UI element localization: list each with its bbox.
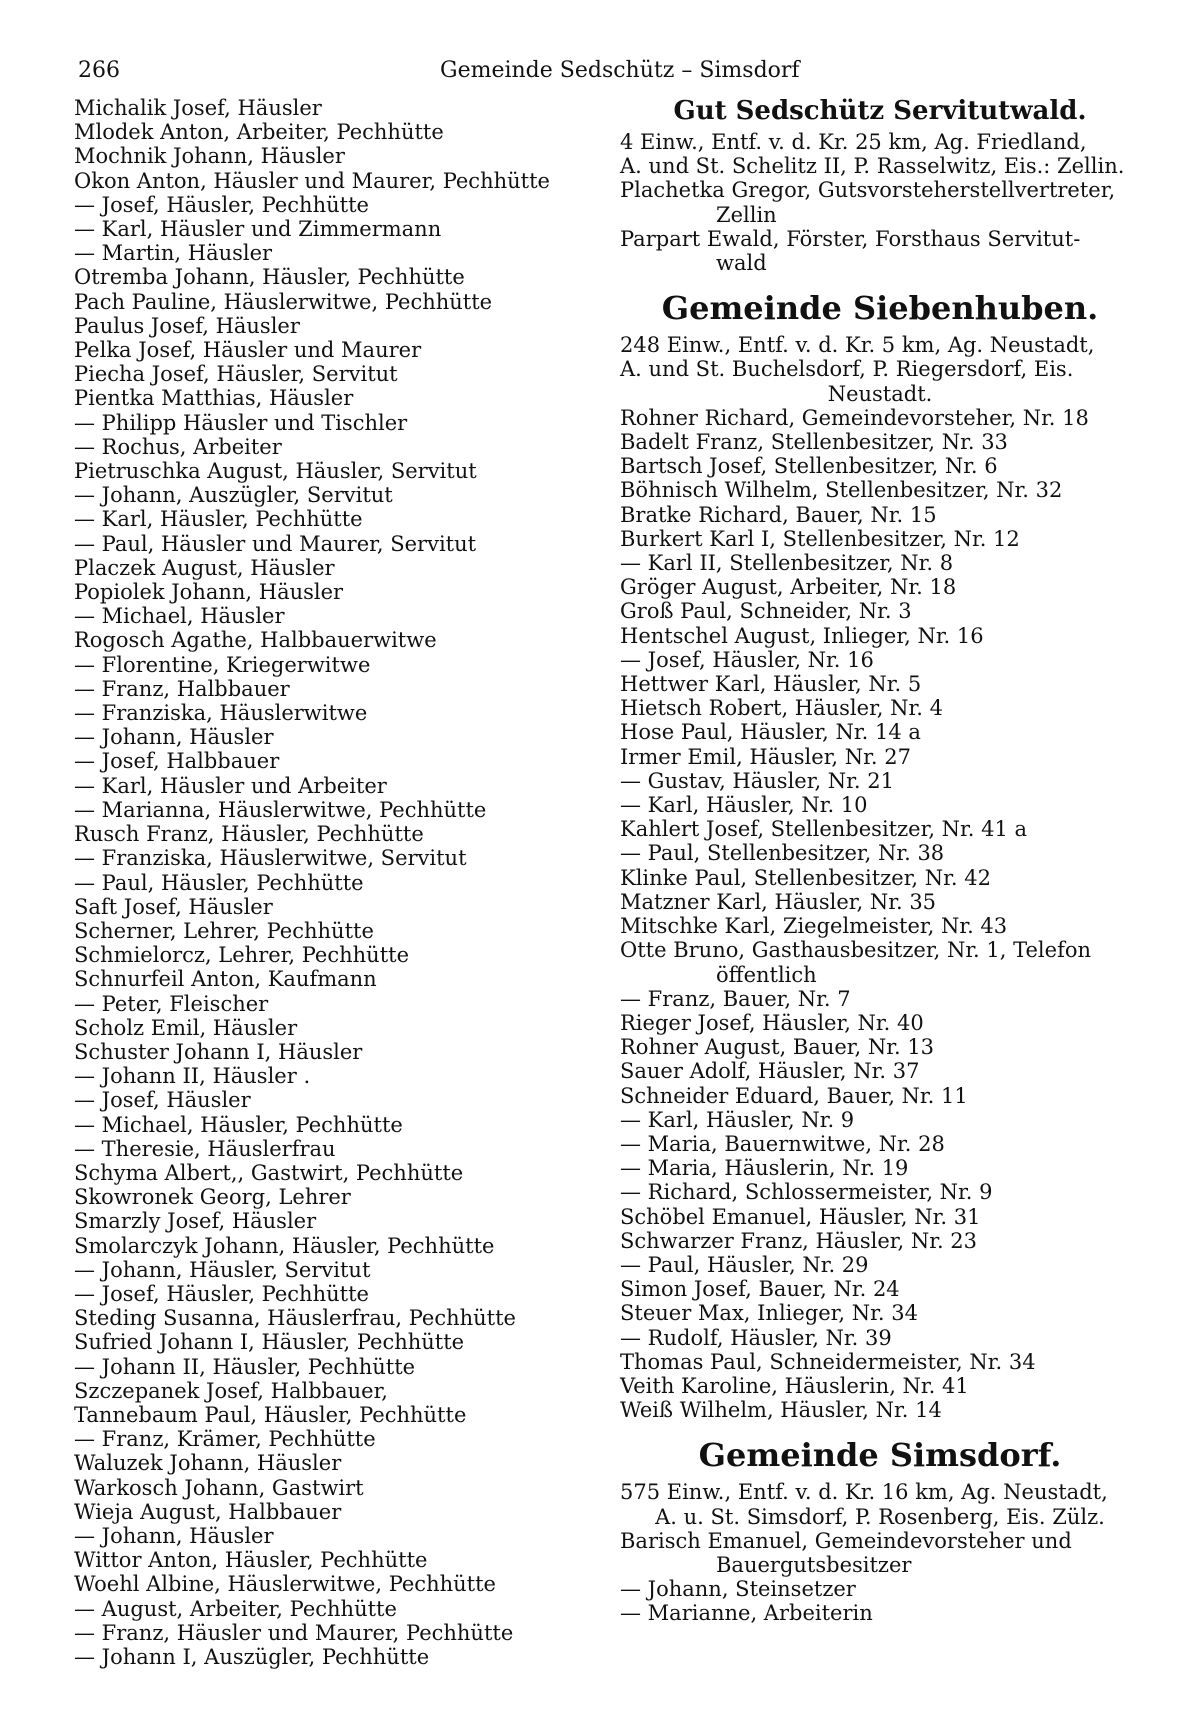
- directory-entry: — Karl, Häusler, Pechhütte: [74, 507, 363, 532]
- directory-entry: — Richard, Schlossermeister, Nr. 9: [620, 1180, 993, 1205]
- directory-entry: Okon Anton, Häusler und Maurer, Pechhütte: [74, 168, 550, 193]
- directory-entry: — Johann I, Auszügler, Pechhütte: [74, 1645, 430, 1669]
- directory-entry: Simon Josef, Bauer, Nr. 24: [620, 1277, 900, 1302]
- directory-entry: — Johann II, Häusler .: [74, 1064, 311, 1089]
- section-entries-siebenhuben: [620, 406, 1140, 1423]
- section-title-siebenhuben: Gemeinde Siebenhuben.: [661, 289, 1099, 328]
- directory-entry: — Franz, Bauer, Nr. 7: [620, 986, 851, 1011]
- directory-entry: Bartsch Josef, Stellenbesitzer, Nr. 6: [620, 454, 998, 479]
- directory-entry: Hietsch Robert, Häusler, Nr. 4: [620, 696, 943, 721]
- directory-entry: Scherner, Lehrer, Pechhütte: [74, 918, 374, 943]
- directory-entry: Klinke Paul, Stellenbesitzer, Nr. 42: [620, 865, 991, 890]
- running-head: Gemeinde Sedschütz – Simsdorf: [440, 58, 800, 83]
- section-info-line: 4 Einw., Entf. v. d. Kr. 25 km, Ag. Friedland,: [620, 130, 1087, 154]
- left-column: [74, 96, 574, 1669]
- directory-entry: Bauergutsbesitzer: [716, 1552, 912, 1577]
- directory-entry: Mochnik Johann, Häusler: [74, 144, 345, 169]
- directory-entry: — Michael, Häusler: [74, 604, 285, 629]
- directory-entry: — Franziska, Häuslerwitwe: [74, 701, 368, 726]
- directory-entry: Scholz Emil, Häusler: [74, 1015, 298, 1040]
- directory-entry: — Paul, Häusler und Maurer, Servitut: [74, 531, 477, 556]
- directory-entry: Skowronek Georg, Lehrer: [74, 1185, 351, 1210]
- directory-entry: Pach Pauline, Häuslerwitwe, Pechhütte: [74, 289, 493, 314]
- directory-entry: — Marianne, Arbeiterin: [620, 1601, 873, 1626]
- directory-entry: Schuster Johann I, Häusler: [74, 1039, 363, 1064]
- directory-entry: Saft Josef, Häusler: [74, 894, 273, 919]
- directory-entry: Otremba Johann, Häusler, Pechhütte: [74, 265, 465, 290]
- directory-entry: Hentschel August, Inlieger, Nr. 16: [620, 623, 984, 648]
- directory-entry: — Rochus, Arbeiter: [74, 434, 282, 459]
- directory-entry: — Johann, Häusler: [74, 1523, 274, 1548]
- directory-entry: Szczepanek Josef, Halbbauer,: [74, 1378, 388, 1403]
- directory-entry: Weiß Wilhelm, Häusler, Nr. 14: [620, 1398, 942, 1423]
- directory-entry: — Karl, Häusler, Nr. 9: [620, 1107, 855, 1132]
- directory-entry: Schneider Eduard, Bauer, Nr. 11: [620, 1083, 968, 1108]
- directory-entry: Smolarczyk Johann, Häusler, Pechhütte: [74, 1233, 495, 1258]
- directory-entry: Böhnisch Wilhelm, Stellenbesitzer, Nr. 32: [620, 478, 1063, 503]
- directory-entry: Waluzek Johann, Häusler: [74, 1451, 342, 1476]
- directory-entry: Placzek August, Häusler: [74, 555, 335, 580]
- directory-entry: Michalik Josef, Häusler: [74, 96, 322, 120]
- directory-entry: — Karl II, Stellenbesitzer, Nr. 8: [620, 551, 954, 576]
- directory-entry: Otte Bruno, Gasthausbesitzer, Nr. 1, Telefon: [620, 938, 1092, 963]
- directory-entry: — Josef, Häusler, Pechhütte: [74, 1281, 369, 1306]
- directory-entry: Kahlert Josef, Stellenbesitzer, Nr. 41 a: [620, 817, 1028, 842]
- directory-entry: öffentlich: [716, 962, 817, 987]
- directory-entry: Schöbel Emanuel, Häusler, Nr. 31: [620, 1204, 981, 1229]
- directory-entry: Mitschke Karl, Ziegelmeister, Nr. 43: [620, 914, 1008, 939]
- directory-entry: Bratke Richard, Bauer, Nr. 15: [620, 502, 937, 527]
- directory-entry: Rohner Richard, Gemeindevorsteher, Nr. 18: [620, 405, 1089, 430]
- directory-entry: Rusch Franz, Häusler, Pechhütte: [74, 822, 424, 847]
- directory-entry: — Karl, Häusler und Zimmermann: [74, 217, 442, 242]
- directory-entry: Piecha Josef, Häusler, Servitut: [74, 362, 398, 387]
- directory-entry: — Johann, Steinsetzer: [620, 1577, 856, 1602]
- directory-entry: Sauer Adolf, Häusler, Nr. 37: [620, 1059, 920, 1084]
- section-info-gut-servitutwald: [620, 130, 1140, 178]
- directory-entry: — Johann, Häusler: [74, 725, 274, 750]
- directory-entry: — Josef, Häusler, Pechhütte: [74, 192, 369, 217]
- directory-entry: Schnurfeil Anton, Kaufmann: [74, 967, 377, 992]
- section-info-line: Neustadt.: [827, 381, 933, 406]
- directory-entry: Hettwer Karl, Häusler, Nr. 5: [620, 672, 922, 697]
- directory-entry: Barisch Emanuel, Gemeindevorsteher und: [620, 1528, 1072, 1553]
- directory-entry: Sufried Johann I, Häusler, Pechhütte: [74, 1330, 465, 1355]
- directory-entry: Wittor Anton, Häusler, Pechhütte: [74, 1548, 428, 1573]
- directory-entry: Wieja August, Halbbauer: [74, 1499, 342, 1524]
- page-number: 266: [78, 58, 120, 83]
- directory-entry: Parpart Ewald, Förster, Forsthaus Servitut-: [620, 226, 1081, 251]
- directory-entry: Irmer Emil, Häusler, Nr. 27: [620, 744, 911, 769]
- directory-entry: Warkosch Johann, Gastwirt: [74, 1475, 364, 1500]
- directory-entry: — Johann, Auszügler, Servitut: [74, 483, 393, 508]
- directory-entry: Popiolek Johann, Häusler: [74, 580, 344, 605]
- directory-entry: Schwarzer Franz, Häusler, Nr. 23: [620, 1228, 978, 1253]
- section-info-siebenhuben: [620, 333, 1140, 406]
- section-info-line: A. und St. Buchelsdorf, P. Riegersdorf, Eis.: [620, 357, 1074, 382]
- directory-entry: — Josef, Halbbauer: [74, 749, 280, 774]
- directory-entry: Steuer Max, Inlieger, Nr. 34: [620, 1301, 918, 1326]
- directory-entry: — Rudolf, Häusler, Nr. 39: [620, 1325, 892, 1350]
- directory-entry: Plachetka Gregor, Gutsvorsteherstellvertreter,: [620, 178, 1116, 203]
- directory-entry: — Franz, Häusler und Maurer, Pechhütte: [74, 1620, 514, 1645]
- directory-entry: — Marianna, Häuslerwitwe, Pechhütte: [74, 797, 487, 822]
- directory-entry: Schyma Albert,, Gastwirt, Pechhütte: [74, 1160, 464, 1185]
- section-title-simsdorf: Gemeinde Simsdorf.: [698, 1436, 1062, 1475]
- right-column: [620, 96, 1140, 1626]
- directory-entry: — Johann, Häusler, Servitut: [74, 1257, 371, 1282]
- directory-entry: — Josef, Häusler: [74, 1088, 251, 1113]
- directory-entry: — Paul, Häusler, Nr. 29: [620, 1252, 869, 1277]
- directory-entry: — Paul, Stellenbesitzer, Nr. 38: [620, 841, 945, 866]
- directory-entry: — Karl, Häusler, Nr. 10: [620, 793, 868, 818]
- directory-entry: — Franz, Halbbauer: [74, 676, 290, 701]
- directory-entry: Pietruschka August, Häusler, Servitut: [74, 459, 477, 484]
- directory-entry: Schmielorcz, Lehrer, Pechhütte: [74, 943, 410, 968]
- directory-entry: Steding Susanna, Häuslerfrau, Pechhütte: [74, 1306, 516, 1331]
- directory-entry: Rieger Josef, Häusler, Nr. 40: [620, 1010, 924, 1035]
- directory-entry: Tannebaum Paul, Häusler, Pechhütte: [74, 1402, 467, 1427]
- section-info-line: A. und St. Schelitz II, P. Rasselwitz, Eis.: Zellin.: [620, 154, 1125, 179]
- directory-entry: wald: [716, 251, 767, 276]
- directory-entry: Veith Karoline, Häuslerin, Nr. 41: [620, 1373, 969, 1398]
- directory-entry: Rohner August, Bauer, Nr. 13: [620, 1035, 935, 1060]
- directory-entry: Paulus Josef, Häusler: [74, 313, 300, 338]
- directory-entry: Matzner Karl, Häusler, Nr. 35: [620, 889, 937, 914]
- section-title-gut-servitutwald: Gut Sedschütz Servitutwald.: [673, 96, 1087, 126]
- directory-entry: Smarzly Josef, Häusler: [74, 1209, 317, 1234]
- directory-entry: Woehl Albine, Häuslerwitwe, Pechhütte: [74, 1572, 496, 1597]
- directory-entry: Badelt Franz, Stellenbesitzer, Nr. 33: [620, 430, 1008, 455]
- section-entries-gut-servitutwald: [620, 178, 1140, 275]
- directory-entry: — Peter, Fleischer: [74, 991, 269, 1016]
- directory-entry: — Josef, Häusler, Nr. 16: [620, 647, 874, 672]
- directory-entry: Pientka Matthias, Häusler: [74, 386, 354, 411]
- directory-entry: Pelka Josef, Häusler und Maurer: [74, 338, 422, 363]
- directory-entry: Burkert Karl I, Stellenbesitzer, Nr. 12: [620, 526, 1020, 551]
- section-info-line: 248 Einw., Entf. v. d. Kr. 5 km, Ag. Neustadt,: [620, 333, 1095, 358]
- directory-entry: — Karl, Häusler und Arbeiter: [74, 773, 387, 798]
- directory-entry: — Maria, Häuslerin, Nr. 19: [620, 1156, 909, 1181]
- directory-entry: — August, Arbeiter, Pechhütte: [74, 1596, 397, 1621]
- directory-entry: — Maria, Bauernwitwe, Nr. 28: [620, 1131, 945, 1156]
- section-info-line: 575 Einw., Entf. v. d. Kr. 16 km, Ag. Neustadt,: [620, 1480, 1108, 1505]
- section-entries-simsdorf: [620, 1529, 1140, 1626]
- directory-entry: — Theresie, Häuslerfrau: [74, 1136, 336, 1161]
- directory-entry: — Martin, Häusler: [74, 241, 273, 266]
- directory-entry: — Franziska, Häuslerwitwe, Servitut: [74, 846, 467, 871]
- directory-entry: — Paul, Häusler, Pechhütte: [74, 870, 364, 895]
- directory-entry: — Franz, Krämer, Pechhütte: [74, 1427, 376, 1452]
- directory-entry: Rogosch Agathe, Halbbauerwitwe: [74, 628, 437, 653]
- section-info-line: A. u. St. Simsdorf, P. Rosenberg, Eis. Zülz.: [655, 1504, 1105, 1529]
- section-info-simsdorf: [620, 1480, 1140, 1528]
- directory-entry: — Michael, Häusler, Pechhütte: [74, 1112, 403, 1137]
- directory-entry: Gröger August, Arbeiter, Nr. 18: [620, 575, 957, 600]
- directory-entry: Zellin: [716, 202, 777, 227]
- directory-entry: Thomas Paul, Schneidermeister, Nr. 34: [620, 1349, 1036, 1374]
- directory-entry: Hose Paul, Häusler, Nr. 14 a: [620, 720, 921, 745]
- directory-entry: — Johann II, Häusler, Pechhütte: [74, 1354, 416, 1379]
- directory-entry: — Gustav, Häusler, Nr. 21: [620, 768, 894, 793]
- directory-entry: — Philipp Häusler und Tischler: [74, 410, 408, 435]
- directory-entry: Groß Paul, Schneider, Nr. 3: [620, 599, 912, 624]
- directory-entry: — Florentine, Kriegerwitwe: [74, 652, 371, 677]
- directory-entry: Mlodek Anton, Arbeiter, Pechhütte: [74, 120, 444, 145]
